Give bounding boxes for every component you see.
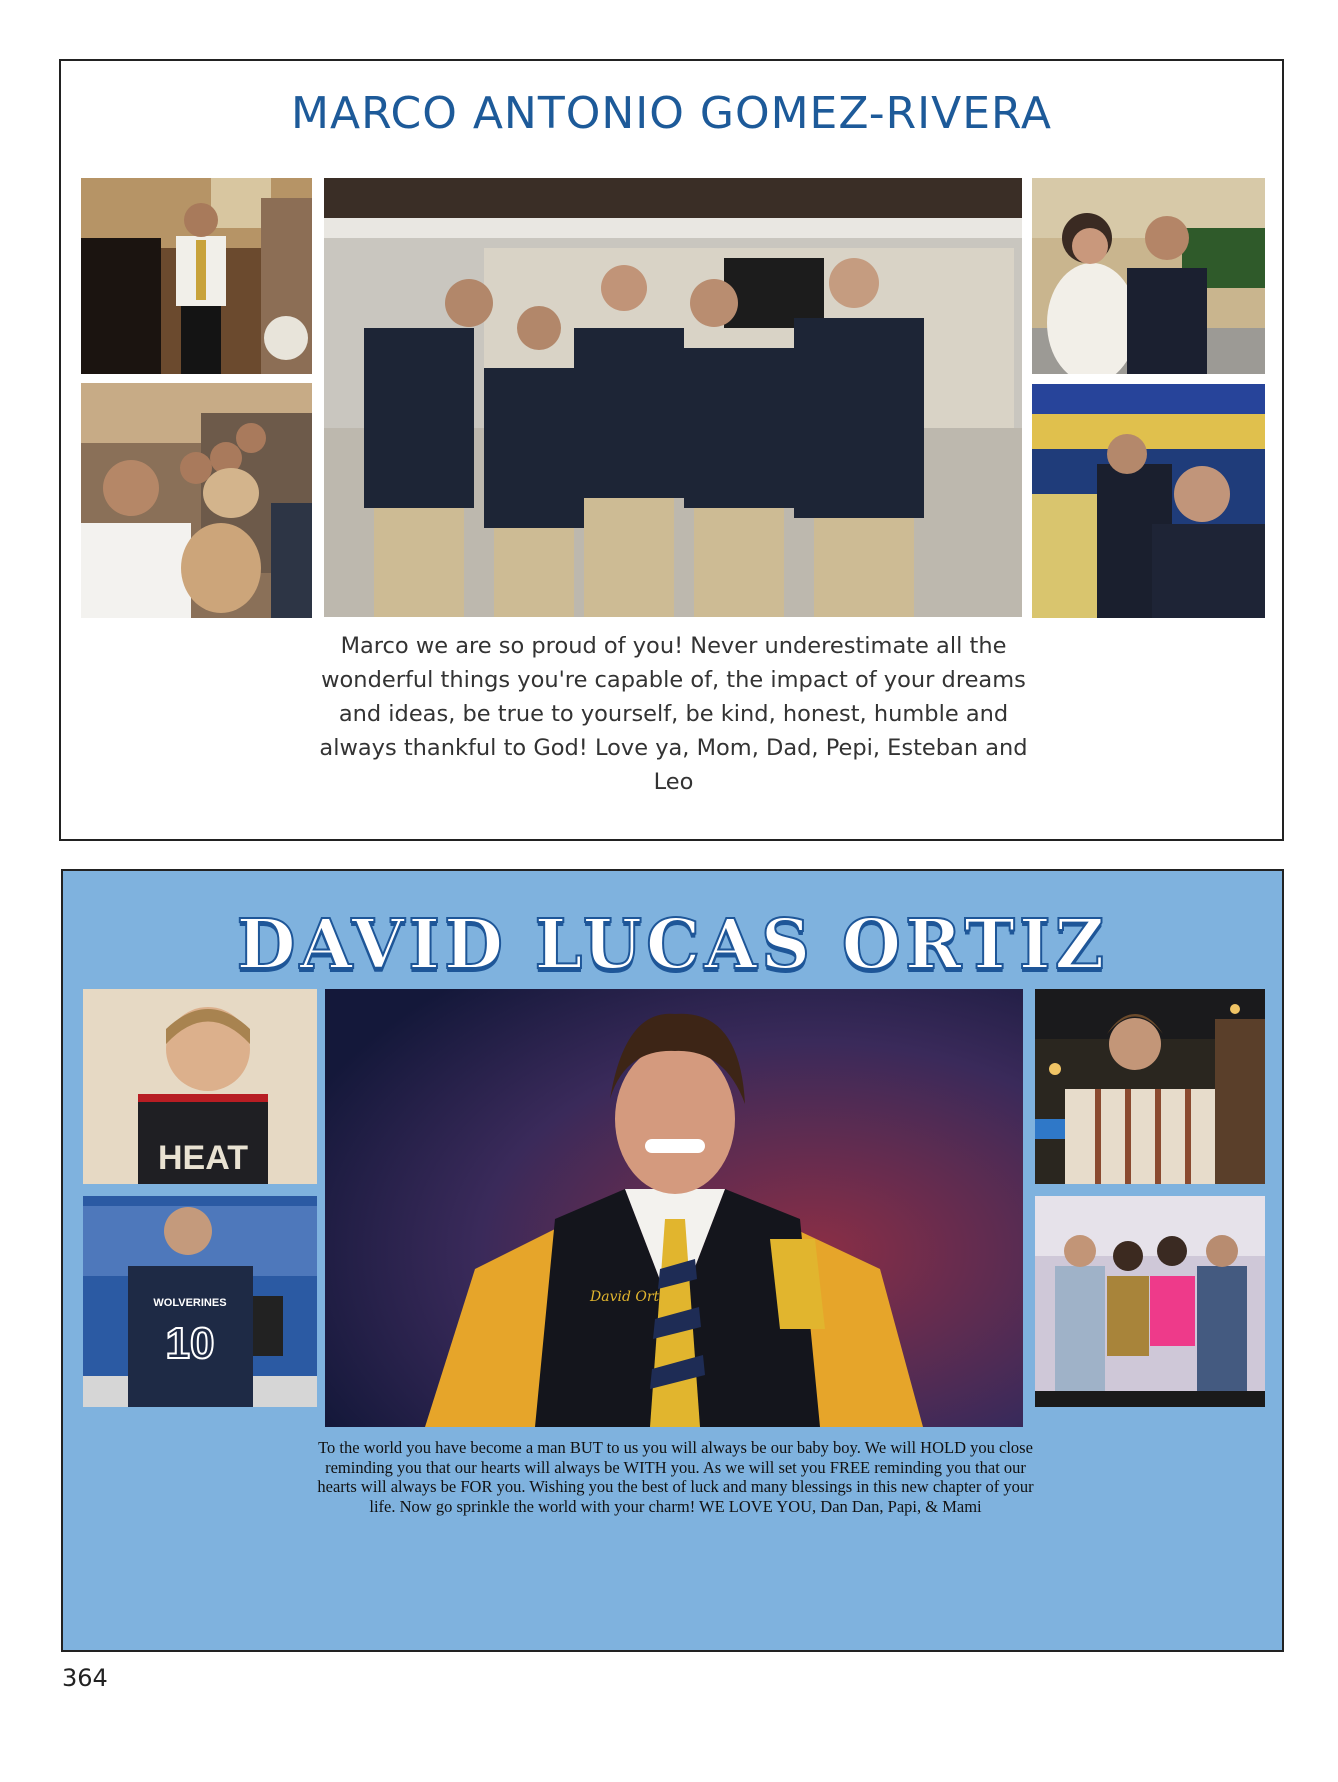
photo-david-senior-portrait [325,989,1023,1427]
david-tribute-panel [61,869,1284,1652]
page-number: 364 [62,1664,108,1692]
photo-brothers-with-dogs [81,383,312,618]
baby-jersey-text: HEAT [157,1139,249,1177]
jersey-team-text: WOLVERINES [153,1297,227,1309]
photo-class-ring-group [324,178,1022,617]
marco-family-message: Marco we are so proud of you! Never underestimate all the wonderful things you're capable of, the impact of your dreams and ideas, be true to yourself, be kind, honest, humble and always thankful to God! Love ya, Mom, Dad, Pepi, Esteban and Leo [319,633,1028,795]
jacket-name-text: David Ort [590,1289,660,1305]
photo-marco-with-father [1032,384,1265,618]
jersey-number-text: 10 [165,1319,215,1368]
david-title: DAVID LUCAS ORTIZ [236,905,1109,985]
photo-young-marco-uniform [81,178,312,374]
marco-title: MARCO ANTONIO GOMEZ-RIVERA [291,88,1052,139]
marco-tribute-panel [59,59,1284,841]
photo-david-family [1035,1196,1265,1407]
photo-marco-with-mother [1032,178,1265,374]
photo-baby-david-heat-jersey [83,989,317,1184]
photo-david-basketball [83,1196,317,1407]
photo-david-night-outing [1035,989,1265,1184]
david-family-message: To the world you have become a man BUT to us you will always be our baby boy. We will HOLD you close reminding you that our hearts will always be WITH you. As we will set you FREE reminding you that our hearts will always be FOR you. Wishing you the best of luck and many blessings in this new chapter of your life. Now go sprinkle the world with your charm! WE LOVE YOU, Dan Dan, Papi, & Mami [317,1438,1034,1516]
